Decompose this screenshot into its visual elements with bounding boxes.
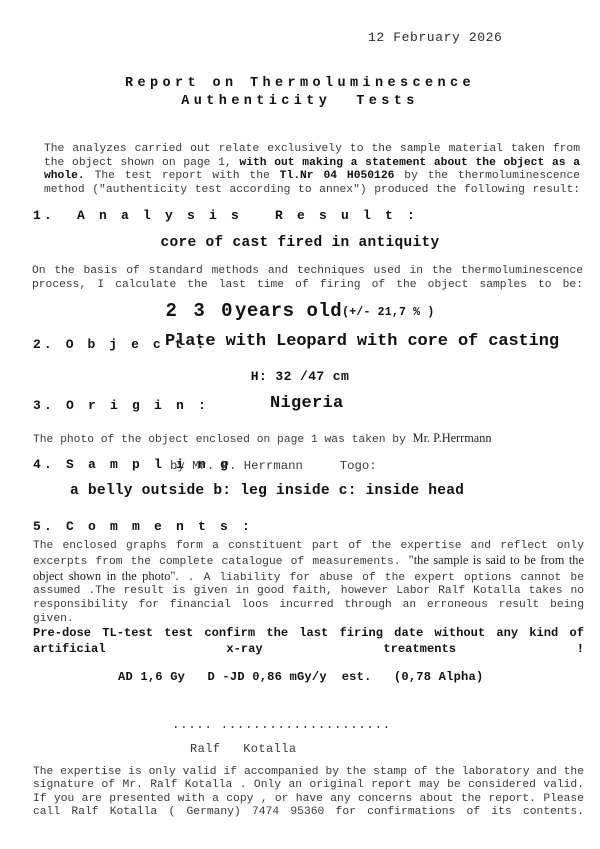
- report-date: 12 February 2026: [368, 30, 503, 45]
- object-dimensions: H: 32 /47 cm: [250, 369, 350, 384]
- analysis-result-value: core of cast fired in antiquity: [160, 235, 440, 251]
- photo-credit-text: The photo of the object enclosed on page 1 was taken by: [33, 434, 413, 446]
- intro-paragraph: [44, 143, 580, 197]
- report-title-line-2: Authenticity Tests: [181, 94, 419, 109]
- age-tolerance: (+/- 21,7 % ): [342, 306, 435, 319]
- analysis-basis-paragraph: [32, 265, 583, 292]
- section-heading-sampling: 4. S a m p l i n g: [33, 457, 232, 472]
- photo-credit-line: [33, 431, 492, 446]
- age-units-label: years old: [235, 300, 343, 322]
- predose-statement: [33, 626, 584, 657]
- footer-disclaimer-text: The expertise is only valid if accompanied by the stamp of the laboratory and the signature of Mr. Ralf Kotalla . Only an original report may be considered valid. If you are presented with a copy , or have any concerns about the report. Please call Ralf Kotalla ( Germany) 7474 95360 for confirmations of its contents.: [33, 766, 584, 818]
- sampling-locations: a belly outside b: leg inside c: inside head: [70, 483, 465, 499]
- section-heading-comments: 5. C o m m e n t s :: [33, 519, 254, 534]
- section-heading-object: 2. O b j e c t :: [33, 337, 208, 352]
- photo-credit-name: Mr. P.Herrmann: [412, 431, 492, 445]
- comments-text-part-1: The enclosed graphs form a constituent part of the expertise and reflect only excerpts from the complete catalogue of measurements.: [33, 540, 584, 568]
- signature-line: ..... .....................: [172, 718, 391, 732]
- comments-sample-quote: "the sample is said to be from the object shown in the photo".: [33, 552, 584, 583]
- sampling-performed-by: by Mr. P. Herrmann Togo:: [170, 459, 377, 473]
- analysis-basis-text: On the basis of standard methods and techniques used in the thermoluminescence process, I calculate the last time of firing of the object samples to be:: [32, 265, 583, 291]
- dose-measurement-values: AD 1,6 Gy D -JD 0,86 mGy/y est. (0,78 Alpha): [118, 670, 484, 684]
- signatory-name: Ralf Kotalla: [190, 742, 297, 756]
- predose-statement-text: Pre-dose TL-test test confirm the last firing date without any kind of artificial x-ray treatments !: [33, 626, 584, 656]
- section-heading-origin: 3. O r i g i n :: [33, 398, 210, 413]
- comments-paragraph: [33, 540, 584, 627]
- section-heading-analysis-result: 1. A n a l y s i s R e s u l t :: [33, 208, 419, 223]
- age-number: 2 3 0: [165, 300, 236, 322]
- origin-value: Nigeria: [270, 394, 344, 413]
- object-description: Plate with Leopard with core of casting: [165, 332, 559, 351]
- age-result-line: [0, 300, 600, 322]
- intro-text-part-5: by the thermoluminescence method ("authenticity test according to annex") produced the following result:: [44, 170, 581, 196]
- report-title-line-1: Report on Thermoluminescence: [124, 76, 476, 91]
- footer-disclaimer: [33, 766, 584, 819]
- comments-text-part-2: . A liability for abuse of the expert options cannot be assumed .The result is given in good faith, however Labor Ralf Kotalla takes no responsibility for financial loos incurred through an erroneous result being given.: [33, 571, 584, 625]
- intro-text-disclaimer: with out making a statement about the object as a whole.: [44, 156, 580, 183]
- intro-text-part-3: The test report with the: [84, 170, 280, 183]
- intro-test-number: Tl.Nr 04 H050126: [279, 170, 395, 183]
- report-title: [0, 76, 600, 109]
- intro-text-part-1: The analyzes carried out relate exclusively to the sample material taken from the object shown on page 1,: [44, 143, 580, 169]
